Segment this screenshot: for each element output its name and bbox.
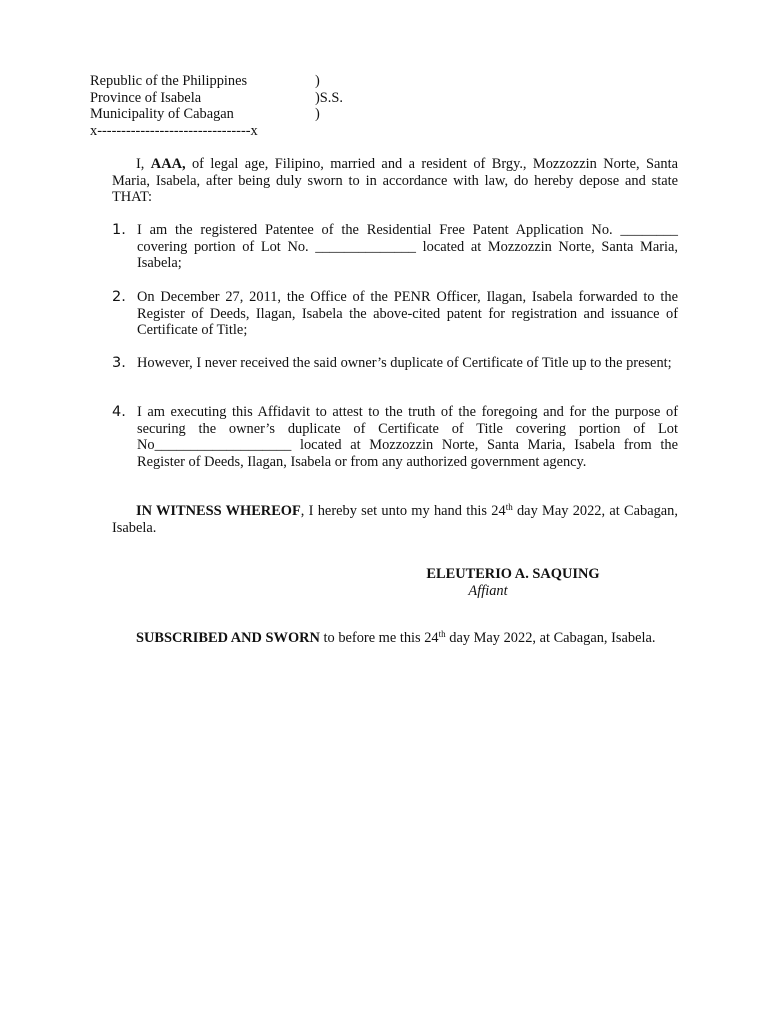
item-number: 4. <box>112 404 126 420</box>
numbered-item-2 <box>112 289 678 339</box>
jurat-text-before: to before me this 24 <box>319 630 439 646</box>
affiant-role: Affiant <box>468 583 508 599</box>
venue-block <box>90 73 343 139</box>
venue-paren: ) <box>315 106 320 123</box>
witness-text-after: day May 2022, at Cabagan, Isabela. <box>112 503 678 536</box>
jurat-lead: SUBSCRIBED AND SWORN <box>136 630 320 646</box>
intro-paragraph <box>112 156 678 206</box>
witness-ordinal: th <box>505 502 513 512</box>
venue-country: Republic of the Philippines <box>90 73 248 89</box>
venue-municipality: Municipality of Cabagan <box>90 106 234 123</box>
numbered-item-3 <box>112 355 678 372</box>
venue-row-province <box>90 90 343 107</box>
venue-row-country <box>90 73 343 90</box>
item-text: I am the registered Patentee of the Residential Free Patent Application No. ________ covering portion of Lot No. ______________ located at Mozzozzin Norte, Santa Maria, Isabela; <box>137 222 678 272</box>
numbered-item-4 <box>112 404 678 470</box>
item-text: I am executing this Affidavit to attest to the truth of the foregoing and for the purpose of securing the owner’s duplicate of Certificate of Title covering portion of Lot No___________________ located at Mozzozzin Norte, Santa Maria, Isabela from the Register of Deeds, Ilagan, Isabela or from any authorized government agency. <box>137 404 678 470</box>
affiant-name: ELEUTERIO A. SAQUING <box>426 566 600 582</box>
item-number: 1. <box>112 222 126 238</box>
venue-ss: )S.S. <box>315 89 343 106</box>
affiant-placeholder-name: AAA, <box>150 156 186 172</box>
witness-paragraph <box>112 503 678 536</box>
venue-paren: ) <box>315 73 320 89</box>
jurat-ordinal: th <box>438 629 446 639</box>
witness-lead: IN WITNESS WHEREOF <box>136 503 301 519</box>
witness-text-before: , I hereby set unto my hand this 24 <box>300 503 506 519</box>
intro-prefix: I, <box>136 156 151 172</box>
jurat-paragraph <box>112 630 678 647</box>
intro-text: of legal age, Filipino, married and a resident of Brgy., Mozzozzin Norte, Santa Maria, Isabela, after being duly sworn to in accordance with law, do hereby depose and state THAT: <box>112 156 678 206</box>
item-text: However, I never received the said owner’s duplicate of Certificate of Title up to the present; <box>137 355 672 371</box>
venue-row-municipality <box>90 106 343 123</box>
item-number: 2. <box>112 289 126 305</box>
venue-province: Province of Isabela <box>90 89 202 106</box>
venue-separator: x--------------------------------x <box>90 122 258 139</box>
jurat-text-after: day May 2022, at Cabagan, Isabela. <box>445 630 656 646</box>
item-text: On December 27, 2011, the Office of the PENR Officer, Ilagan, Isabela forwarded to the Register of Deeds, Ilagan, Isabela the above-cited patent for registration and issuance of Certificate of Title; <box>137 289 678 339</box>
item-number: 3. <box>112 355 126 371</box>
numbered-item-1 <box>112 222 678 272</box>
